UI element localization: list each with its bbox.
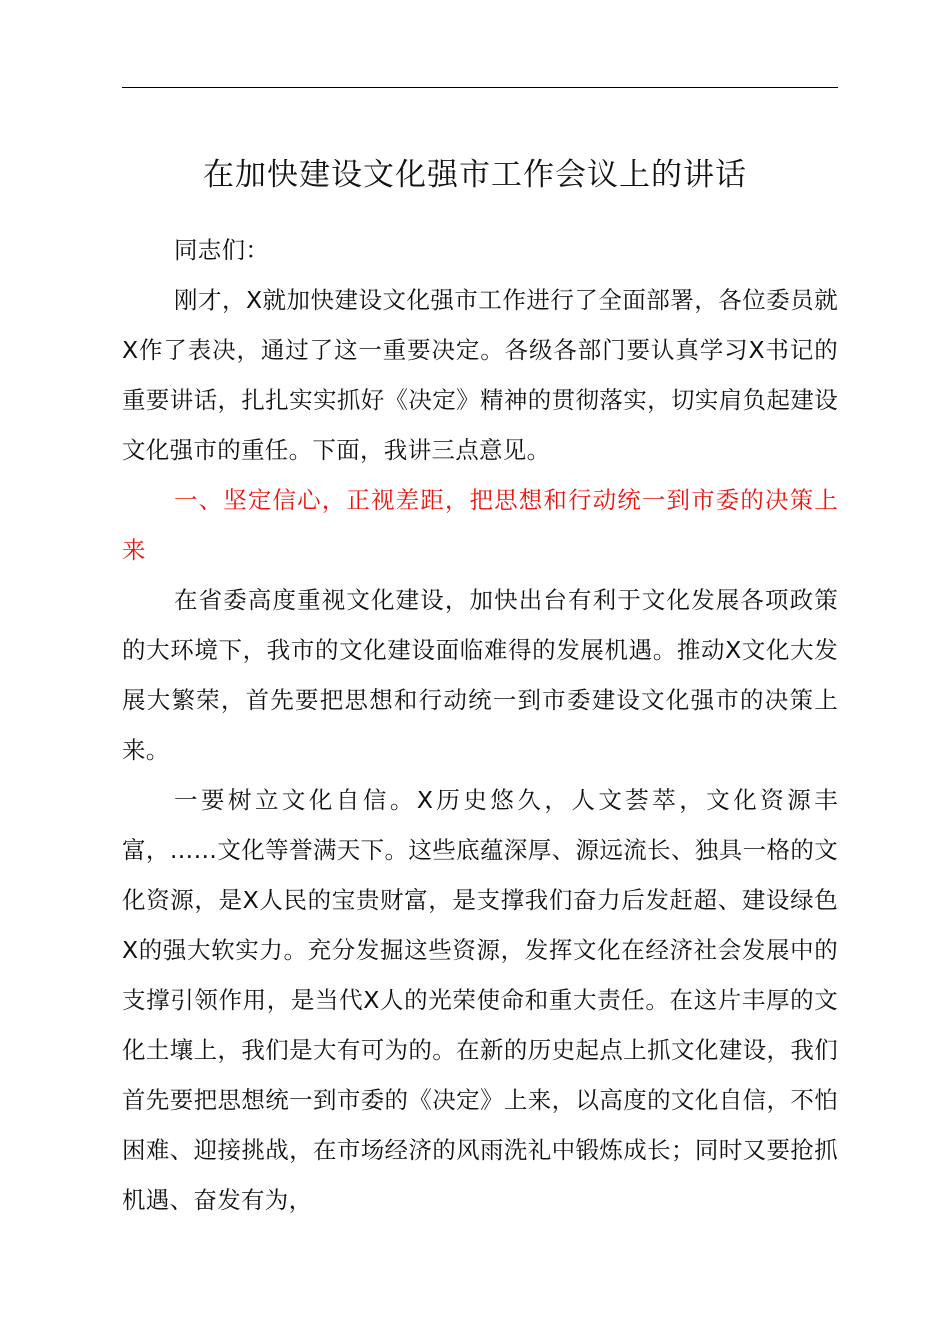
section-heading-1: 一、坚定信心，正视差距，把思想和行动统一到市委的决策上来 [122,486,838,564]
document-body [122,225,838,1225]
paragraph-intro: 刚才，X就加快建设文化强市工作进行了全面部署，各位委员就X作了表决，通过了这一重要决定。各级各部门要认真学习X书记的重要讲话，扎扎实实抓好《决定》精神的贯彻落实，切实肩负起建设文化强市的重任。下面，我讲三点意见。 [122,286,838,464]
section1-paragraph: 在省委高度重视文化建设，加快出台有利于文化发展各项政策的大环境下，我市的文化建设面临难得的发展机遇。推动X文化大发展大繁荣，首先要把思想和行动统一到市委建设文化强市的决策上来。 [122,586,838,764]
section1-paragraph: 一要树立文化自信。X历史悠久，人文荟萃，文化资源丰富，……文化等誉满天下。这些底蕴深厚、源远流长、独具一格的文化资源，是X人民的宝贵财富，是支撑我们奋力后发赶超、建设绿色X的强大软实力。充分发掘这些资源，发挥文化在经济社会发展中的支撑引领作用，是当代X人的光荣使命和重大责任。在这片丰厚的文化土壤上，我们是大有可为的。在新的历史起点上抓文化建设，我们首先要把思想统一到市委的《决定》上来，以高度的文化自信，不怕困难、迎接挑战，在市场经济的风雨洗礼中锻炼成长；同时又要抢抓机遇、奋发有为， [122,786,838,1214]
header-rule [122,87,838,88]
salutation: 同志们： [174,236,270,264]
document-title: 在加快建设文化强市工作会议上的讲话 [203,157,747,193]
